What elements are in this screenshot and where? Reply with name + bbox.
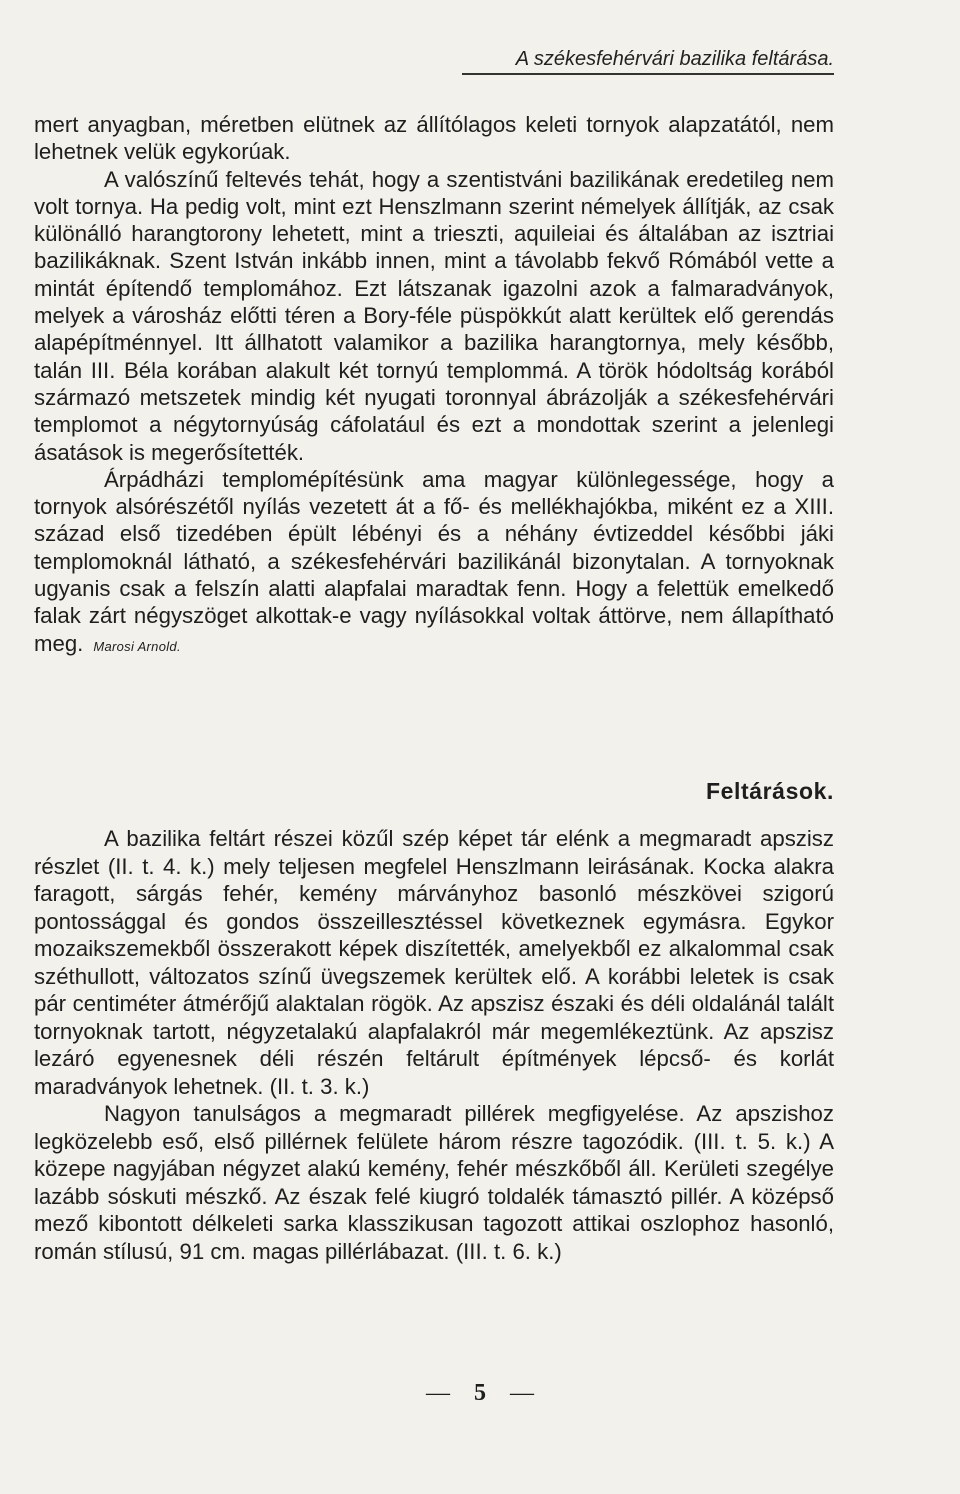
running-header xyxy=(462,48,834,75)
paragraph-5: Nagyon tanulságos a megmaradt pillérek megfigyelése. Az apszishoz legközelebb eső, első pillérnek felülete három részre tagozódik. (III. t. 5. k.) A közepe nagyjában négyzet alakú kemény, fehér mészkőből áll. Kerületi szegélye lazább sóskuti mészkő. Az észak felé kiugró toldalék támasztó pillér. A középső mező kibontott délkeleti sarka klasszikusan tagozott attikai oszlophoz hasonló, román stílusú, 91 cm. magas pillérlábazat. (III. t. 6. k.) xyxy=(34,1101,834,1264)
running-title: A székesfehérvári bazilika feltárása. xyxy=(515,48,834,70)
page-number: 5 xyxy=(474,1380,486,1406)
author-signature: Marosi Arnold. xyxy=(93,638,181,654)
page-number-footer xyxy=(0,1380,960,1407)
paragraph-1: mert anyagban, méretben elütnek az állítólagos keleti tornyok alapzatától, nem lehetnek velük egykorúak. xyxy=(34,112,834,165)
section-1-text xyxy=(34,111,834,660)
section-title: Feltárások. xyxy=(705,778,834,804)
paragraph-3 xyxy=(34,466,834,660)
paragraph-2: A valószínű feltevés tehát, hogy a szentistváni bazilikának eredetileg nem volt tornya. Ha pedig volt, mint ezt Henszlmann szerint némelyek állítják, az csak különálló harangtorony lehetett, mint a trieszti, aquileiai és általában az isztriai bazilikáknak. Szent István inkább innen, mint a távolabb fekvő Rómából vette a mintát építendő templomához. Ezt látszanak igazolni azok a falmaradványok, melyek a városház előtti téren a Bory-féle püspökkút alatt kerültek elő gerendás alapépítménnyel. Itt állhatott valamikor a bazilika harangtornya, mely később, talán III. Béla korában alakult két tornyú templommá. A török hódoltság korából származó metszetek mindig két nyugati toronnyal ábrázolják a székesfehérvári templomot a négytornyúság cáfolatául és ezt a mondottak szerint a jelenlegi ásatások is megerősítették. xyxy=(34,166,834,465)
left-dash: — xyxy=(426,1380,450,1406)
paragraph-3-text: Árpádházi templomépítésünk ama magyar különlegessége, hogy a tornyok alsórészétől nyílás vezetett át a fő- és mellékhajókba, miként ez a XIII. század első tizedében épült lébényi és a néhány évtizeddel későbbi jáki templomoknál látható, a székesfehérvári bazilikánál bizonytalan. A tornyoknak ugyanis csak a felszín alatti alapfalai maradtak fenn. Hogy a felettük emelkedő falak zárt négyszöget alkottak-e vagy nyílásokkal voltak áttörve, nem állapítható meg. xyxy=(34,466,834,656)
section-2-text xyxy=(34,825,834,1265)
paragraph-4: A bazilika feltárt részei közűl szép képet tár elénk a megmaradt apszisz részlet (II. t. 4. k.) mely teljesen megfelel Henszlmann leirásának. Kocka alakra faragott, sárgás fehér, kemény márványhoz basonló mészkövei szigorú pontossággal és gondos összeillesztéssel következnek egymásra. Egykor mozaikszemekből összerakott képek diszítették, amelyekből ez alkalommal csak széthullott, változatos színű üvegszemek kerültek elő. A korábbi leletek is csak pár centiméter átmérőjű alaktalan rögök. Az apszisz északi és déli oldalánál talált tornyoknak tartott, négyzetalakú alapfalakról már megemlékeztünk. Az apszisz lezáró egyenesnek déli részén feltárult építmények lépcső- és korlát maradványok lehetnek. (II. t. 3. k.) xyxy=(34,826,834,1099)
right-dash: — xyxy=(510,1380,534,1406)
